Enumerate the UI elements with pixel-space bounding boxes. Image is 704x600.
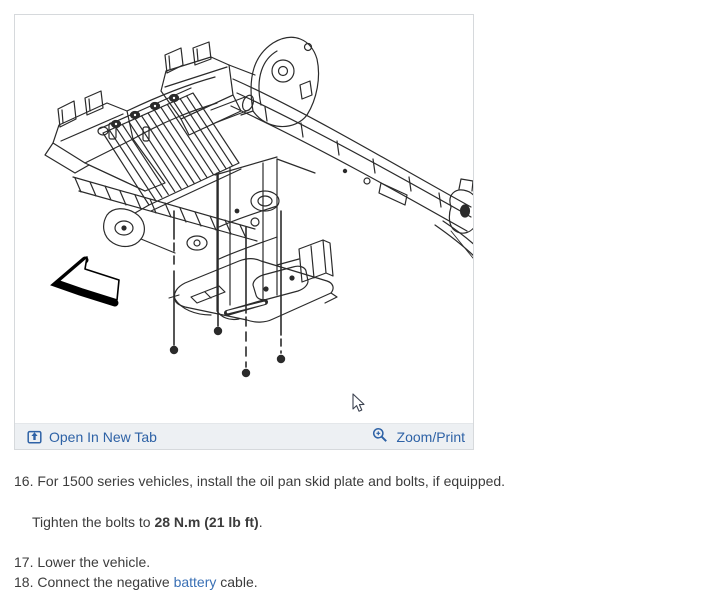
step-17: 17. Lower the vehicle.	[14, 554, 151, 570]
step-18-suffix: cable.	[216, 574, 258, 590]
step-16: 16. For 1500 series vehicles, install the oil pan skid plate and bolts, if equipped.	[14, 473, 506, 489]
direction-arrow-icon	[57, 257, 119, 303]
vehicle-frame-diagram	[15, 15, 473, 423]
zoom-plus-icon	[372, 427, 388, 443]
tighten-prefix: Tighten the bolts to	[32, 514, 155, 530]
skid-plate-bolts	[169, 173, 284, 376]
right-frame-rail	[231, 79, 473, 263]
zoom-print-label: Zoom/Print	[396, 428, 465, 445]
figure-image-area	[15, 15, 473, 423]
step-18-prefix: 18. Connect the negative	[14, 574, 174, 590]
figure-panel	[14, 14, 474, 450]
battery-link[interactable]: battery	[173, 574, 217, 590]
mouse-cursor-icon	[351, 393, 365, 413]
open-in-new-tab-icon	[27, 429, 42, 444]
upper-right-mount	[229, 37, 319, 126]
open-in-new-tab-label: Open In New Tab	[49, 428, 157, 445]
top-frame-bracket	[161, 42, 241, 135]
tighten-suffix: .	[258, 514, 263, 530]
torque-value: 28 N.m (21 lb ft)	[154, 514, 259, 530]
step-tighten-note	[14, 512, 692, 532]
center-channel	[215, 157, 333, 320]
instructions	[14, 471, 692, 592]
step-18	[14, 572, 692, 592]
zoom-print-link[interactable]	[372, 427, 465, 447]
figure-footer-bar	[15, 423, 473, 449]
open-in-new-tab-link[interactable]	[27, 429, 157, 444]
